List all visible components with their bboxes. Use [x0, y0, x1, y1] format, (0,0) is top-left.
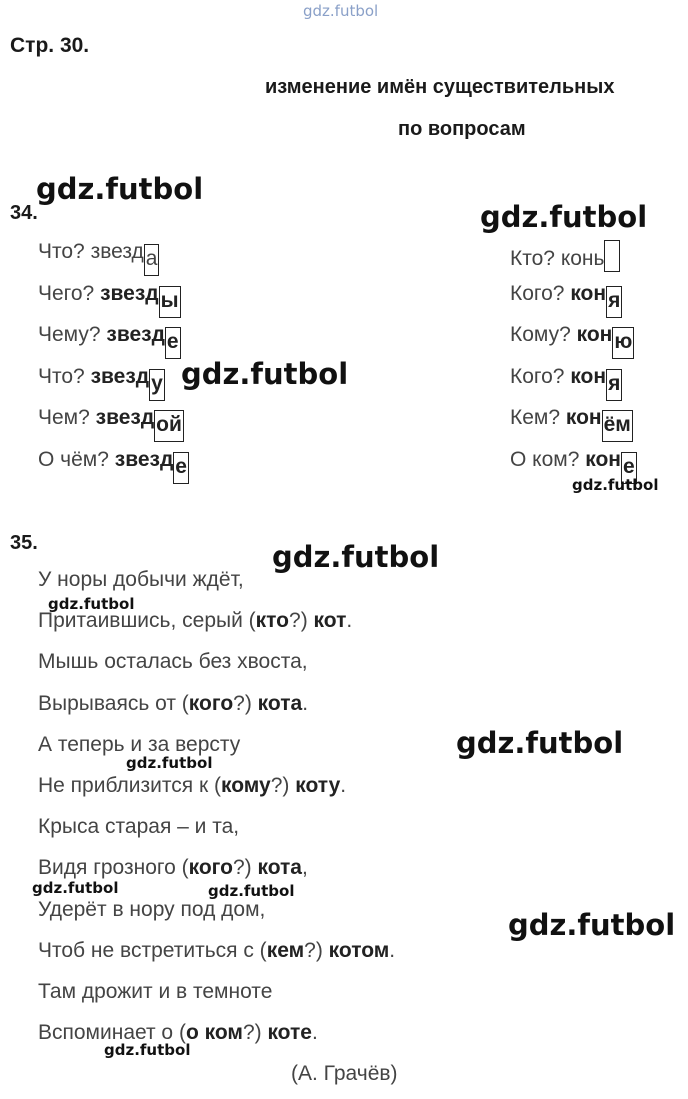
noun-form: кота — [257, 856, 302, 880]
noun-form: кота — [257, 691, 303, 715]
case-question: О чём? — [38, 447, 115, 471]
poem-text: У норы добычи ждёт, — [38, 568, 244, 591]
noun-form — [95, 406, 184, 436]
noun-form — [565, 406, 633, 436]
poem-text: ?) — [232, 856, 258, 880]
watermark: gdz.futbol — [32, 879, 119, 897]
punctuation: . — [302, 691, 309, 715]
noun-form — [90, 364, 165, 395]
declension-row-left — [38, 406, 184, 442]
section-title-line2: по вопросам — [398, 118, 526, 140]
noun-form: котом — [328, 938, 390, 962]
poem-line — [38, 980, 272, 1004]
poem-text: ?) — [289, 609, 314, 633]
poem-text: Притаившись, серый ( — [38, 609, 256, 633]
noun-form — [585, 447, 636, 478]
ending-box: я — [606, 286, 622, 318]
punctuation: . — [346, 609, 353, 633]
declension-row-right — [510, 282, 622, 318]
case-question: Чему? — [38, 323, 107, 346]
ending-box: е — [621, 452, 637, 484]
case-question: кто — [255, 609, 290, 633]
poem-line — [38, 856, 308, 880]
case-question: кого — [188, 856, 233, 880]
poem-text: Вспоминает о ( — [38, 1021, 186, 1045]
case-question: кем — [266, 938, 305, 962]
poem-line — [38, 898, 265, 922]
case-question: О ком? — [510, 447, 586, 471]
case-question: о ком — [185, 1021, 243, 1045]
poem-text: Не приблизится к ( — [38, 774, 221, 797]
poem-text: А теперь и за версту — [38, 732, 241, 756]
declension-row-left — [38, 448, 189, 484]
poem-line — [38, 568, 244, 592]
poem-text: Видя грозного ( — [38, 856, 189, 880]
exercise-34-number: 34. — [10, 202, 38, 224]
noun-stem: звезд — [90, 364, 150, 388]
ending-box: я — [606, 369, 622, 401]
poem-text: ?) — [242, 1021, 268, 1045]
case-question: Кем? — [510, 406, 566, 429]
case-question: Чего? — [38, 281, 101, 305]
case-question: кого — [188, 691, 234, 715]
declension-row-right — [510, 365, 622, 401]
section-title-line1: изменение имён существительных — [265, 76, 615, 98]
noun-stem: звезд — [100, 281, 159, 305]
ending-box — [604, 240, 620, 272]
declension-row-right — [510, 406, 633, 442]
exercise-35-number: 35. — [10, 532, 38, 554]
watermark: gdz.futbol — [508, 908, 676, 942]
noun-form — [100, 281, 180, 312]
declension-row-left — [38, 323, 181, 359]
case-question: Кого? — [510, 364, 571, 388]
noun-stem: звезд — [95, 406, 155, 429]
poem-text: Там дрожит и в темноте — [38, 980, 273, 1003]
watermark: gdz.futbol — [104, 1041, 191, 1059]
watermark: gdz.futbol — [208, 882, 295, 900]
declension-row-left — [38, 240, 159, 276]
noun-stem: кон — [585, 447, 621, 471]
poem-text: Вырываясь от ( — [38, 691, 189, 715]
poem-text: ?) — [233, 691, 258, 715]
noun-stem: звезд — [90, 240, 144, 263]
watermark: gdz.futbol — [48, 595, 135, 613]
noun-form: коте — [267, 1021, 312, 1045]
noun-form — [114, 447, 189, 478]
noun-stem: кон — [570, 281, 607, 305]
ending-box: ы — [159, 286, 181, 318]
poem-author: (А. Грачёв) — [291, 1062, 398, 1085]
noun-form — [561, 247, 621, 270]
case-question: Кого? — [510, 281, 571, 305]
poem-line — [38, 692, 308, 716]
noun-stem: кон — [570, 364, 607, 388]
watermark: gdz.futbol — [36, 172, 204, 206]
noun-form — [576, 323, 635, 353]
poem-text: Удерёт в нору под дом, — [38, 897, 266, 921]
punctuation: . — [340, 774, 347, 797]
declension-row-right — [510, 240, 620, 272]
poem-text: ?) — [304, 938, 329, 962]
watermark: gdz.futbol — [480, 200, 648, 234]
noun-form — [570, 281, 622, 312]
poem-line — [38, 939, 395, 963]
case-question: Что? — [38, 240, 91, 263]
poem-line — [38, 815, 239, 839]
punctuation: , — [301, 856, 308, 880]
case-question: Что? — [38, 364, 91, 388]
noun-form: кот — [313, 609, 347, 633]
poem-line — [38, 650, 308, 674]
case-question: Кому? — [510, 323, 577, 346]
poem-text: Чтоб не встретиться с ( — [38, 938, 267, 962]
ending-box: е — [173, 452, 189, 484]
noun-form: коту — [295, 774, 341, 797]
poem-text: ?) — [270, 774, 296, 797]
noun-stem: кон — [576, 323, 613, 346]
watermark: gdz.futbol — [181, 357, 349, 391]
ending-box: е — [165, 327, 181, 359]
declension-row-left — [38, 365, 165, 401]
ending-box: ой — [154, 410, 184, 442]
case-question: Чем? — [38, 406, 96, 429]
page-label: Стр. 30. — [10, 34, 90, 57]
case-question: кому — [221, 774, 271, 797]
noun-form — [570, 364, 622, 395]
watermark: gdz.futbol — [456, 726, 624, 760]
ending-box: ю — [612, 327, 634, 359]
noun-stem: звезд — [106, 323, 165, 346]
noun-form — [90, 240, 160, 270]
poem-text: Мышь осталась без хвоста, — [38, 650, 308, 674]
declension-row-left — [38, 282, 181, 318]
case-question: Кто? — [510, 247, 561, 270]
ending-box: у — [149, 369, 165, 401]
declension-row-right — [510, 323, 634, 359]
ending-box: а — [144, 244, 160, 276]
punctuation: . — [311, 1021, 318, 1045]
noun-form — [106, 323, 180, 353]
noun-stem: звезд — [114, 447, 174, 471]
ending-box: ём — [602, 410, 633, 442]
watermark: gdz.futbol — [272, 540, 440, 574]
top-watermark: gdz.futbol — [303, 2, 379, 20]
watermark: gdz.futbol — [572, 476, 659, 494]
poem-line — [38, 774, 346, 798]
noun-stem: кон — [565, 406, 602, 429]
watermark: gdz.futbol — [126, 754, 213, 772]
poem-text: Крыса старая – и та, — [38, 815, 240, 839]
noun-stem: конь — [560, 247, 605, 270]
punctuation: . — [389, 938, 396, 962]
